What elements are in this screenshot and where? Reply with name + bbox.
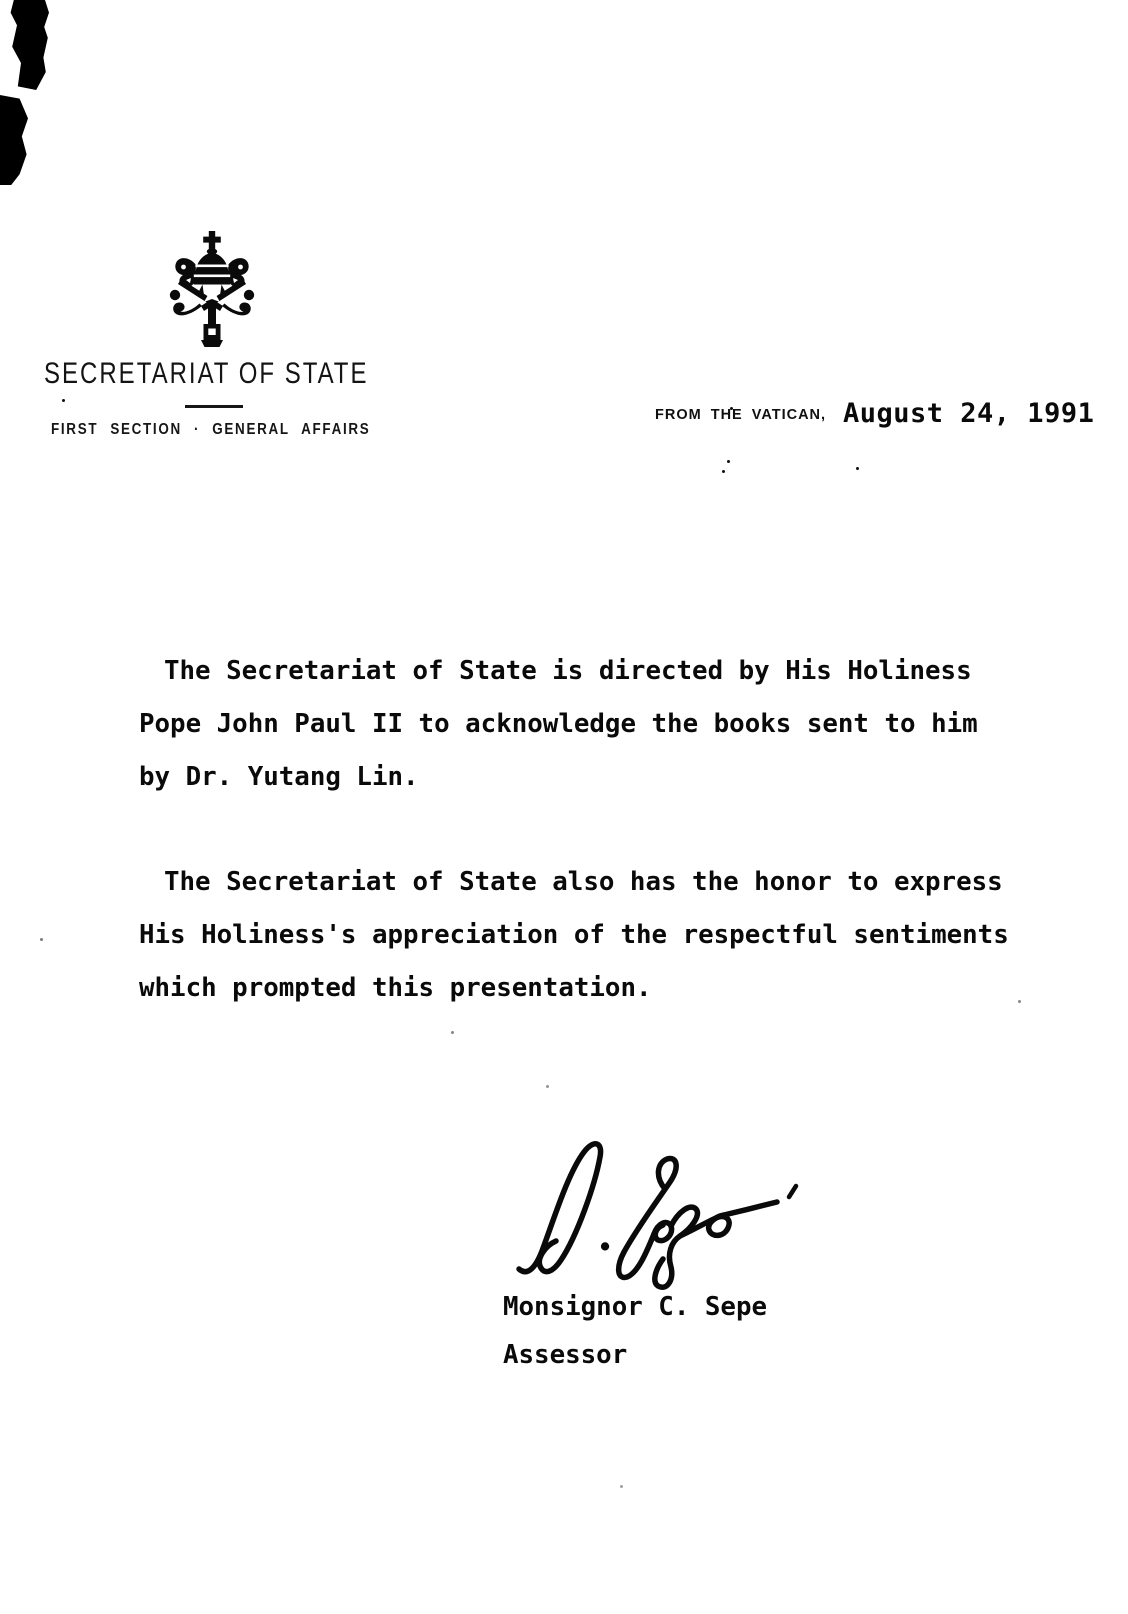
scan-artifact-top-left-1 (9, 0, 49, 90)
section-line: FIRST SECTION · GENERAL AFFAIRS (51, 421, 371, 438)
scan-speck (546, 1085, 549, 1088)
signer-name: Monsignor C. Sepe (503, 1292, 768, 1322)
body-line: His Holiness's appreciation of the respectful sentiments (139, 920, 1009, 950)
scan-speck (620, 1485, 623, 1488)
body-paragraph-1 (139, 645, 1019, 804)
signature-script (505, 1133, 825, 1303)
body-paragraph-2 (139, 856, 1019, 1015)
scan-speck (62, 399, 65, 402)
organization-name: SECRETARIAT OF STATE (44, 357, 369, 390)
body-line: by Dr. Yutang Lin. (139, 762, 419, 792)
letterhead-rule (185, 405, 243, 408)
date-value: August 24, 1991 (843, 398, 1095, 429)
body-line: The Secretariat of State is directed by His Holiness (164, 656, 972, 686)
from-the-vatican-label: FROM THE VATICAN, (655, 407, 827, 423)
scan-speck (722, 470, 725, 473)
scan-artifact-top-left-2 (0, 95, 28, 185)
body-line: Pope John Paul II to acknowledge the books sent to him (139, 709, 978, 739)
scan-speck (451, 1031, 454, 1034)
scan-speck (727, 460, 730, 463)
body-line: The Secretariat of State also has the honor to express (164, 867, 1003, 897)
scan-speck (40, 938, 43, 941)
scan-speck (856, 467, 859, 470)
body-line: which prompted this presentation. (139, 973, 652, 1003)
signer-title: Assessor (503, 1340, 628, 1370)
vatican-emblem-icon (161, 230, 263, 352)
